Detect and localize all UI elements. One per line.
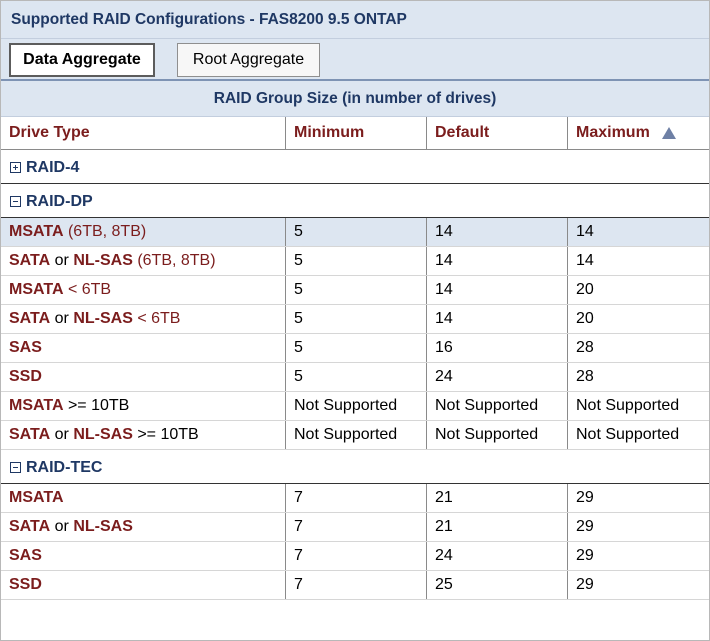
drive-qualifier: (6TB, 8TB) xyxy=(63,223,147,240)
minimum-cell: 5 xyxy=(285,218,426,246)
drive-type-cell xyxy=(1,363,285,391)
drive-name: NL-SAS xyxy=(73,252,133,269)
col-minimum[interactable]: Minimum xyxy=(285,117,426,149)
table-row[interactable] xyxy=(1,542,709,571)
drive-type-cell xyxy=(1,484,285,512)
default-cell: Not Supported xyxy=(426,421,567,449)
drive-type-cell xyxy=(1,276,285,304)
table-body xyxy=(1,150,709,600)
drive-qualifier: or xyxy=(50,426,74,443)
default-cell: 14 xyxy=(426,305,567,333)
default-cell: 14 xyxy=(426,276,567,304)
table-row[interactable] xyxy=(1,513,709,542)
drive-qualifier: >= 10TB xyxy=(132,426,199,443)
drive-type-cell xyxy=(1,334,285,362)
drive-name: NL-SAS xyxy=(73,310,133,327)
maximum-cell: 29 xyxy=(567,484,709,512)
sort-ascending-icon[interactable] xyxy=(662,127,676,139)
maximum-cell: 29 xyxy=(567,571,709,599)
maximum-cell: 14 xyxy=(567,218,709,246)
column-header-row xyxy=(1,117,709,150)
drive-name: MSATA xyxy=(9,397,64,414)
default-cell: 24 xyxy=(426,542,567,570)
maximum-cell: 20 xyxy=(567,305,709,333)
col-maximum[interactable] xyxy=(567,117,709,149)
tab-data-aggregate[interactable]: Data Aggregate xyxy=(9,43,155,77)
drive-type-cell xyxy=(1,513,285,541)
table-row[interactable] xyxy=(1,571,709,600)
window-title: Supported RAID Configurations - FAS8200 9.5 ONTAP xyxy=(1,1,709,39)
drive-type-cell xyxy=(1,421,285,449)
drive-qualifier: or xyxy=(50,518,74,535)
minimum-cell: 7 xyxy=(285,542,426,570)
drive-qualifier: or xyxy=(50,310,74,327)
drive-name: SATA xyxy=(9,310,51,327)
drive-name: SATA xyxy=(9,518,51,535)
minimum-cell: 5 xyxy=(285,247,426,275)
default-cell: 14 xyxy=(426,247,567,275)
minimum-cell: 5 xyxy=(285,305,426,333)
minimum-cell: 5 xyxy=(285,363,426,391)
drive-type-cell xyxy=(1,247,285,275)
table-row[interactable] xyxy=(1,421,709,450)
maximum-cell: 20 xyxy=(567,276,709,304)
col-maximum-label: Maximum xyxy=(576,124,650,141)
drive-type-cell xyxy=(1,218,285,246)
maximum-cell: 28 xyxy=(567,363,709,391)
raid-group-size-header: RAID Group Size (in number of drives) xyxy=(1,81,709,117)
maximum-cell: 29 xyxy=(567,542,709,570)
maximum-cell: 29 xyxy=(567,513,709,541)
drive-name: NL-SAS xyxy=(73,426,133,443)
section-raid-4[interactable] xyxy=(1,150,709,184)
minimum-cell: 7 xyxy=(285,513,426,541)
col-drive-type[interactable]: Drive Type xyxy=(9,124,90,141)
section-label: RAID-DP xyxy=(26,193,93,210)
drive-type-cell xyxy=(1,571,285,599)
maximum-cell: 28 xyxy=(567,334,709,362)
maximum-cell: Not Supported xyxy=(567,392,709,420)
minimum-cell: 5 xyxy=(285,334,426,362)
minimum-cell: Not Supported xyxy=(285,392,426,420)
drive-qualifier: or xyxy=(50,252,74,269)
table-row[interactable] xyxy=(1,392,709,421)
drive-name: MSATA xyxy=(9,281,64,298)
drive-name: MSATA xyxy=(9,223,64,240)
maximum-cell: Not Supported xyxy=(567,421,709,449)
drive-name: SATA xyxy=(9,426,51,443)
default-cell: 16 xyxy=(426,334,567,362)
table-row[interactable] xyxy=(1,218,709,247)
section-raid-dp[interactable] xyxy=(1,184,709,218)
drive-type-cell xyxy=(1,542,285,570)
minimum-cell: 7 xyxy=(285,571,426,599)
drive-name: NL-SAS xyxy=(73,518,133,535)
minimum-cell: 5 xyxy=(285,276,426,304)
default-cell: 24 xyxy=(426,363,567,391)
drive-name: SSD xyxy=(9,368,42,385)
col-default[interactable]: Default xyxy=(426,117,567,149)
drive-type-cell xyxy=(1,392,285,420)
drive-name: SAS xyxy=(9,547,42,564)
default-cell: 21 xyxy=(426,513,567,541)
section-raid-tec[interactable] xyxy=(1,450,709,484)
table-row[interactable] xyxy=(1,247,709,276)
collapse-icon[interactable] xyxy=(10,462,21,473)
drive-qualifier: < 6TB xyxy=(63,281,112,298)
drive-qualifier: (6TB, 8TB) xyxy=(132,252,216,269)
table-row[interactable] xyxy=(1,334,709,363)
default-cell: 21 xyxy=(426,484,567,512)
table-row[interactable] xyxy=(1,276,709,305)
drive-name: SATA xyxy=(9,252,51,269)
table-row[interactable] xyxy=(1,484,709,513)
table-row[interactable] xyxy=(1,363,709,392)
drive-type-cell xyxy=(1,305,285,333)
minimum-cell: 7 xyxy=(285,484,426,512)
expand-icon[interactable] xyxy=(10,162,21,173)
tab-bar xyxy=(1,39,709,81)
drive-name: SAS xyxy=(9,339,42,356)
section-label: RAID-TEC xyxy=(26,459,103,476)
table-row[interactable] xyxy=(1,305,709,334)
drive-name: SSD xyxy=(9,576,42,593)
minimum-cell: Not Supported xyxy=(285,421,426,449)
default-cell: 25 xyxy=(426,571,567,599)
default-cell: 14 xyxy=(426,218,567,246)
section-label: RAID-4 xyxy=(26,159,80,176)
default-cell: Not Supported xyxy=(426,392,567,420)
tab-root-aggregate[interactable]: Root Aggregate xyxy=(177,43,320,77)
collapse-icon[interactable] xyxy=(10,196,21,207)
drive-qualifier: < 6TB xyxy=(132,310,181,327)
drive-qualifier: >= 10TB xyxy=(63,397,130,414)
drive-name: MSATA xyxy=(9,489,64,506)
maximum-cell: 14 xyxy=(567,247,709,275)
